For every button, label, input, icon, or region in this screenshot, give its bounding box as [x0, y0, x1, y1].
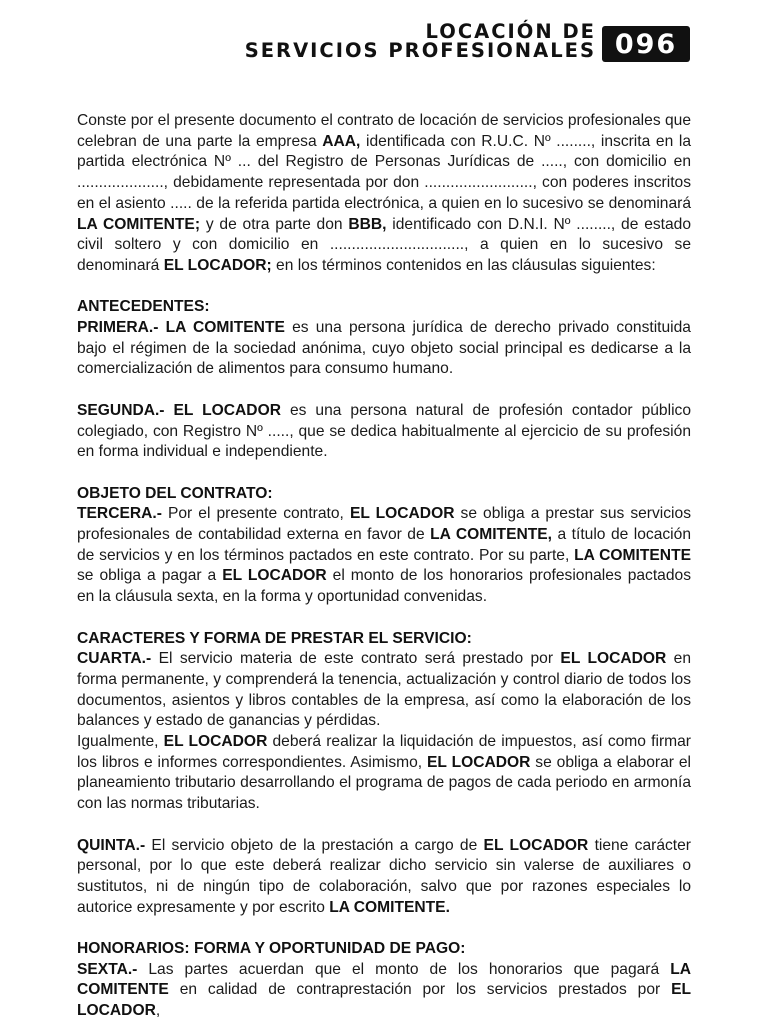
clause-cuarta-continued: Igualmente, EL LOCADOR deberá realizar la liquidación de impuestos, así como firmar los libros e informes correspondientes. Asimismo, EL LOCADOR se obliga a elaborar el planeamiento tributario desarrollando el programa de pagos de cada periodo en armonía con las normas tributarias. — [77, 733, 691, 813]
clause-quinta: QUINTA.- El servicio objeto de la prestación a cargo de EL LOCADOR tiene carácter personal, por lo que este deberá realizar dicho servicio sin valerse de auxiliares o sustitutos, ni de ningún tipo de colaboración, salvo que por razones especiales lo autorice expresamente y por escrito LA COMITENTE. — [77, 836, 691, 916]
document-number-badge: 096 — [602, 26, 690, 62]
document-header — [200, 22, 690, 66]
clause-sexta: SEXTA.- Las partes acuerdan que el monto de los honorarios que pagará LA COMITENTE en calidad de contraprestación por los servicios prestados por EL LOCADOR, — [77, 960, 691, 1020]
section-heading-objeto: OBJETO DEL CONTRATO: — [77, 484, 273, 502]
title-line-2: SERVICIOS PROFESIONALES — [244, 39, 596, 62]
document-title — [245, 22, 596, 60]
intro-paragraph: Conste por el presente documento el contrato de locación de servicios profesionales que celebran de una parte la empresa AAA, identificada con R.U.C. Nº ........, inscrita en la partida electrónica Nº ... del Registro de Personas Jurídicas de ....., con domicilio en ...................., debidamente representada por don ........................., con poderes inscritos en el asiento ..... de la referida partida electrónica, a quien en lo sucesivo se denominará LA COMITENTE; y de otra parte don BBB, identificado con D.N.I. Nº ........, de estado civil soltero y con domicilio en ..............................., a quien en lo sucesivo se denominará EL LOCADOR; en los términos contenidos en las cláusulas siguientes: — [77, 112, 692, 274]
contract-body — [77, 111, 691, 1022]
title-line-1: LOCACIÓN DE — [425, 20, 596, 43]
clause-cuarta: CUARTA.- El servicio materia de este contrato será prestado por EL LOCADOR en forma permanente, y comprenderá la tenencia, actualización y control diario de todos los documentos, asientos y libros contables de la empresa, así como la elaboración de los balances y estado de ganancias y pérdidas. — [77, 650, 692, 730]
section-heading-honorarios: HONORARIOS: FORMA Y OPORTUNIDAD DE PAGO: — [77, 940, 466, 958]
section-heading-caracteres: CARACTERES Y FORMA DE PRESTAR EL SERVICIO: — [77, 629, 472, 647]
clause-segunda: SEGUNDA.- EL LOCADOR es una persona natural de profesión contador público colegiado, con Registro Nº ....., que se dedica habitualmente al ejercicio de su profesión en forma individual e independiente. — [77, 401, 692, 461]
clause-tercera: TERCERA.- Por el presente contrato, EL LOCADOR se obliga a prestar sus servicios profesionales de contabilidad externa en favor de LA COMITENTE, a título de locación de servicios y en los términos pactados en este contrato. Por su parte, LA COMITENTE se obliga a pagar a EL LOCADOR el monto de los honorarios profesionales pactados en la cláusula sexta, en la forma y oportunidad convenidas. — [77, 505, 691, 606]
section-heading-antecedentes: ANTECEDENTES: — [77, 298, 210, 316]
clause-primera: PRIMERA.- LA COMITENTE es una persona jurídica de derecho privado constituida bajo el régimen de la sociedad anónima, cuyo objeto social principal es dedicarse a la comercialización de alimentos para consumo humano. — [77, 319, 691, 378]
